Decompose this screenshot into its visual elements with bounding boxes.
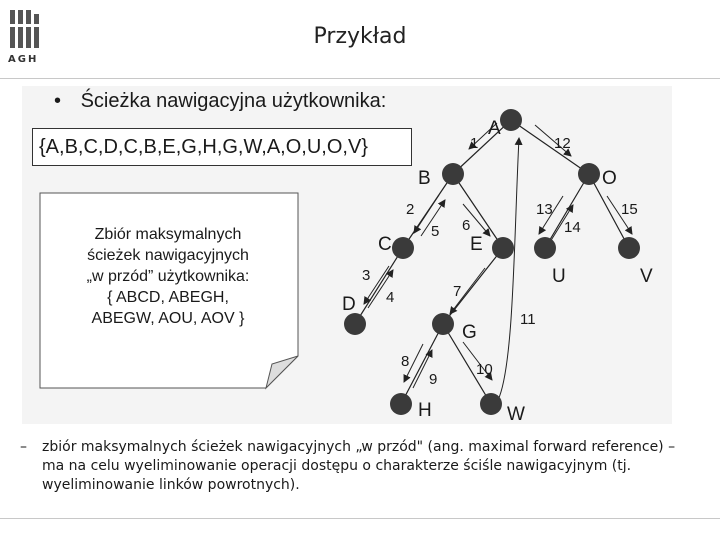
node-label: B xyxy=(418,168,431,189)
footer-divider xyxy=(0,518,720,519)
node-label: C xyxy=(378,234,392,255)
note-line: ścieżek nawigacyjnych xyxy=(87,247,249,264)
logo-text: AGH xyxy=(8,54,39,65)
edge-number: 1 xyxy=(470,135,479,152)
navigation-path-figure xyxy=(22,86,672,424)
description-text: zbiór maksymalnych ścieżek nawigacyjnych „w przód" (ang. maximal forward reference) – ma na celu wyeliminowanie operacji dostępu o charakterze ściśle nawigacyjnym (tj. wyeliminowanie linków powrotnych). xyxy=(42,439,676,493)
bullet-glyph: • xyxy=(54,90,62,112)
note-line: Zbiór maksymalnych xyxy=(94,226,242,243)
note-line: „w przód” użytkownika: xyxy=(86,268,250,285)
edge-number: 9 xyxy=(429,371,438,388)
edge-number: 5 xyxy=(431,223,440,240)
node-label: A xyxy=(488,118,501,139)
edge-number: 14 xyxy=(564,219,581,236)
edge-number: 3 xyxy=(362,267,371,284)
list-dash: – xyxy=(20,439,27,455)
sequence-text: {A,B,C,D,C,B,E,G,H,G,W,A,O,U,O,V} xyxy=(39,136,368,158)
node-label: O xyxy=(602,168,617,189)
node-label: H xyxy=(418,400,432,421)
path-heading xyxy=(54,90,386,113)
edge-number: 6 xyxy=(462,217,471,234)
edge-number: 10 xyxy=(476,361,493,378)
header-divider xyxy=(0,78,720,79)
node-label: G xyxy=(462,322,477,343)
description xyxy=(20,438,680,495)
edge-number: 7 xyxy=(453,283,462,300)
node-label: U xyxy=(552,266,566,287)
node-label: E xyxy=(470,234,483,255)
sequence-box xyxy=(32,128,412,166)
edge-number: 12 xyxy=(554,135,571,152)
note-line: ABEGW, AOU, AOV } xyxy=(91,310,245,327)
edge-number: 11 xyxy=(520,311,536,328)
node-label: V xyxy=(640,266,653,287)
edge-number: 8 xyxy=(401,353,410,370)
note-text xyxy=(58,224,278,329)
node-label: D xyxy=(342,294,356,315)
note-line: { ABCD, ABEGH, xyxy=(107,289,229,306)
heading-text: Ścieżka nawigacyjna użytkownika: xyxy=(80,90,387,112)
edge-number: 2 xyxy=(406,201,415,218)
node-label: W xyxy=(507,404,525,424)
edge-number: 15 xyxy=(621,201,638,218)
edge-number: 13 xyxy=(536,201,553,218)
slide-title: Przykład xyxy=(313,24,407,49)
edge-number: 4 xyxy=(386,289,395,306)
